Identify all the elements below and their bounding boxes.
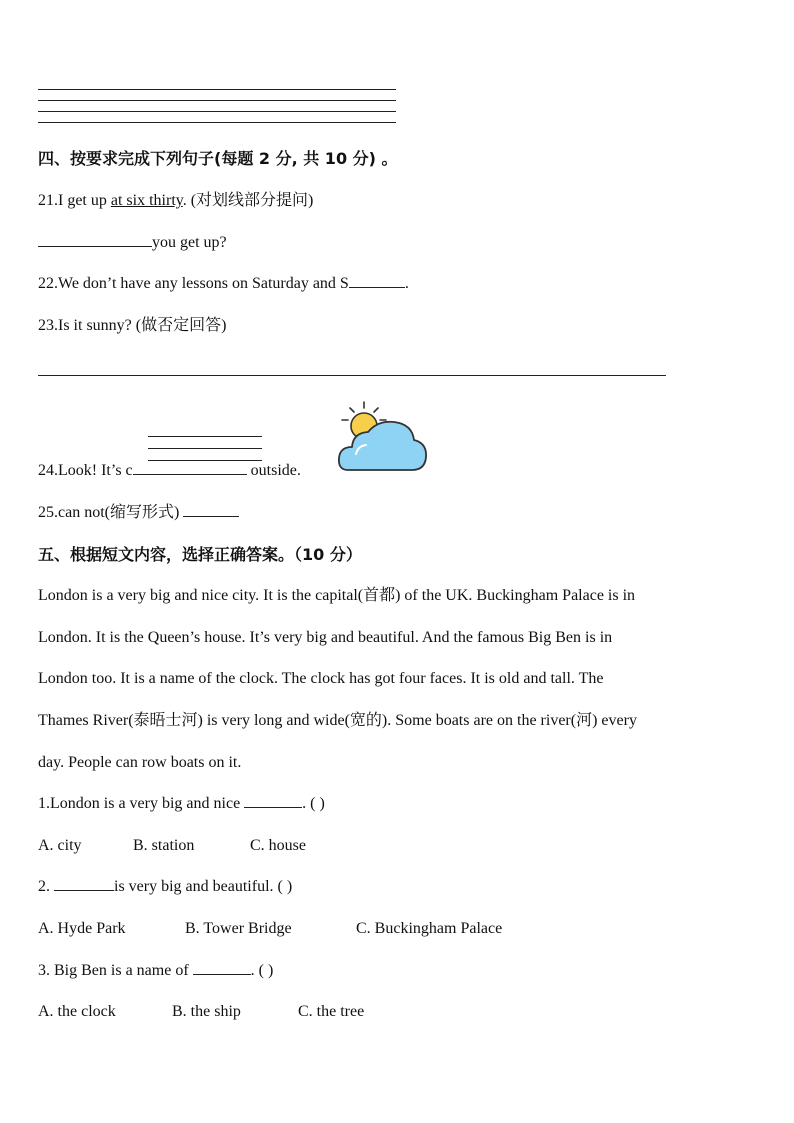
question-21: [38, 190, 313, 212]
answer-line: [38, 111, 396, 112]
q1-blank[interactable]: [244, 793, 302, 808]
q24-post: outside.: [246, 462, 301, 479]
passage-line: day. People can row boats on it.: [38, 754, 242, 771]
q1-options: [38, 835, 306, 857]
answer-line: [38, 122, 396, 123]
passage-line: London is a very big and nice city. It is the capital(首都) of the UK. Buckingham Palace is in: [38, 587, 636, 604]
answer-line: [38, 89, 396, 90]
q2-stem-post: is very big and beautiful. ( ): [114, 878, 293, 895]
passage-line: London. It is the Queen’s house. It’s very big and beautiful. And the famous Big Ben is in: [38, 629, 613, 646]
passage-line: London too. It is a name of the clock. The clock has got four faces. It is old and tall. The: [38, 670, 604, 687]
q3-stem-post: . ( ): [250, 962, 274, 979]
q22-end: .: [404, 275, 409, 292]
question-24: [38, 460, 301, 482]
question-3: [38, 960, 273, 982]
q25-text: 25.can not(缩写形式): [38, 504, 184, 521]
q21-blank[interactable]: [38, 232, 152, 247]
q21-answer-line: [38, 232, 227, 254]
question-2: [38, 876, 292, 898]
q24-pre: 24.Look! It’s c: [38, 462, 133, 479]
q21-underlined: at six thirty: [110, 192, 183, 209]
question-1: [38, 793, 325, 815]
q2-stem-pre: 2.: [38, 878, 54, 895]
section-4-title: 四、按要求完成下列句子(每题 2 分, 共 10 分) 。: [38, 149, 398, 168]
q1-stem-post: . ( ): [302, 795, 325, 812]
section-5-title: 五、根据短文内容，选择正确答案。（10 分）: [38, 545, 362, 564]
option-c[interactable]: C. house: [250, 837, 306, 854]
q22-blank[interactable]: [349, 273, 405, 288]
q21-pre: I get up: [58, 192, 111, 209]
q24-line: [148, 448, 262, 449]
option-c[interactable]: C. the tree: [298, 1003, 365, 1020]
option-b[interactable]: B. the ship: [172, 1003, 241, 1020]
q3-blank[interactable]: [193, 960, 251, 975]
q23-answer-line[interactable]: [38, 375, 666, 376]
q24-blank[interactable]: [133, 460, 247, 475]
question-23: 23.Is it sunny? (做否定回答): [38, 317, 227, 334]
option-a[interactable]: A. Hyde Park: [38, 920, 126, 937]
q2-blank[interactable]: [54, 876, 114, 891]
passage-line: Thames River(泰晤士河) is very long and wide(宽的). Some boats are on the river(河) every: [38, 712, 637, 729]
option-a[interactable]: A. the clock: [38, 1003, 116, 1020]
option-b[interactable]: B. station: [133, 837, 195, 854]
q3-options: [38, 1001, 364, 1023]
q24-line: [148, 436, 262, 437]
q21-number: 21.: [38, 192, 58, 209]
option-a[interactable]: A. city: [38, 837, 82, 854]
q22-text: 22.We don’t have any lessons on Saturday and S: [38, 275, 349, 292]
q1-stem-pre: 1.London is a very big and nice: [38, 795, 245, 812]
option-c[interactable]: C. Buckingham Palace: [356, 920, 503, 937]
q21-answer-suffix: you get up?: [152, 234, 227, 251]
question-22: [38, 273, 409, 295]
q25-blank[interactable]: [183, 502, 239, 517]
q21-post: . (对划线部分提问): [182, 192, 314, 209]
q2-options: [38, 918, 502, 940]
question-25: [38, 502, 239, 524]
option-b[interactable]: B. Tower Bridge: [185, 920, 292, 937]
q3-stem-pre: 3. Big Ben is a name of: [38, 962, 193, 979]
answer-line: [38, 100, 396, 101]
sun-cloud-icon: [334, 398, 430, 478]
